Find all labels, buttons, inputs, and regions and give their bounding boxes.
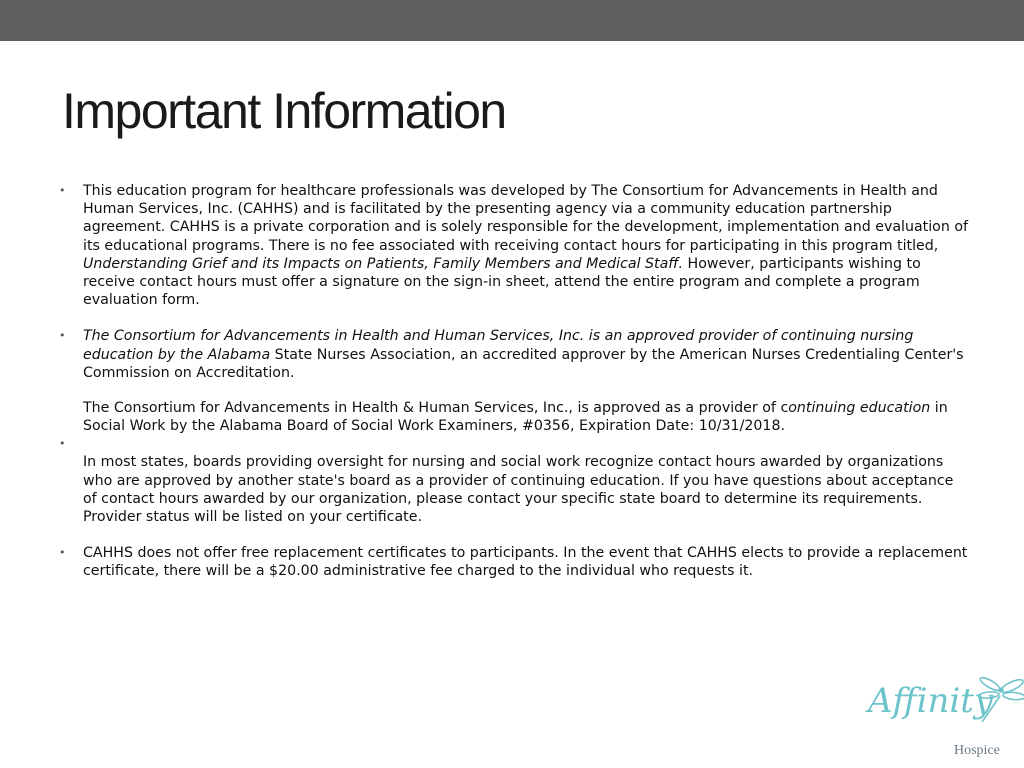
- program-title: Understanding Grief and its Impacts on Patients, Family Members and Medical Staff.: [83, 255, 684, 272]
- slide-body: [58, 182, 970, 581]
- bullet-text: CAHHS does not offer free replacement certificates to participants. In the event that CAHHS elects to provide a replacement certificate, there will be a $20.00 administrative fee charged to the individual who requests it.: [83, 545, 968, 580]
- bullet-item-program: [58, 182, 970, 309]
- bullet-icon: •: [59, 437, 66, 451]
- bullet-text: This education program for healthcare professionals was developed by The Consortium for Advancements in Health and Human Services, Inc. (CAHHS) and is facilitated by the presenting agency via a community education partnership agreement. CAHHS is a private corporation and is solely responsible for the development, implementation and evaluation of its educational programs. There is no fee associated with receiving contact hours for participating in this program titled, Understanding Grief and its Impacts on Patients, Family Members and Medical Staff. However, participants wishing to receive contact hours must offer a signature on the sign-in sheet, attend the entire program and complete a program evaluation form.: [83, 183, 969, 309]
- bullet-icon: •: [59, 329, 66, 343]
- affinity-hospice-logo: [856, 676, 1024, 768]
- bullet-item-states: [58, 435, 970, 526]
- bullet-icon: •: [59, 184, 66, 197]
- top-bar: [0, 0, 1024, 41]
- bullet-text-social-work: The Consortium for Advancements in Health & Human Services, Inc., is approved as a provider of continuing education in Social Work by the Alabama Board of Social Work Examiners, #0356, Expiration Date: 10/31/2018.: [83, 400, 948, 435]
- bullet-text: In most states, boards providing oversight for nursing and social work recognize contact hours awarded by organizations who are approved by another state's board as a provider of continuing education. If you have questions about acceptance of contact hours awarded by our organization, please contact your specific state board to determine its requirements. Provider status will be listed on your certificate.: [83, 454, 954, 526]
- bullet-item-accreditation: [58, 327, 970, 435]
- slide-title: Important Information: [62, 83, 506, 139]
- logo-wordmark: Affinity: [868, 681, 994, 721]
- bullet-item-certificates: [58, 544, 970, 580]
- logo-subtitle: Hospice: [954, 743, 1000, 758]
- bullet-text: The Consortium for Advancements in Health and Human Services, Inc. is an approved provider of continuing nursing education by the Alabama State Nurses Association, an accredited approver by the American Nurses Credentialing Center's Commission on Accreditation.: [83, 328, 964, 381]
- bullet-icon: •: [59, 546, 66, 560]
